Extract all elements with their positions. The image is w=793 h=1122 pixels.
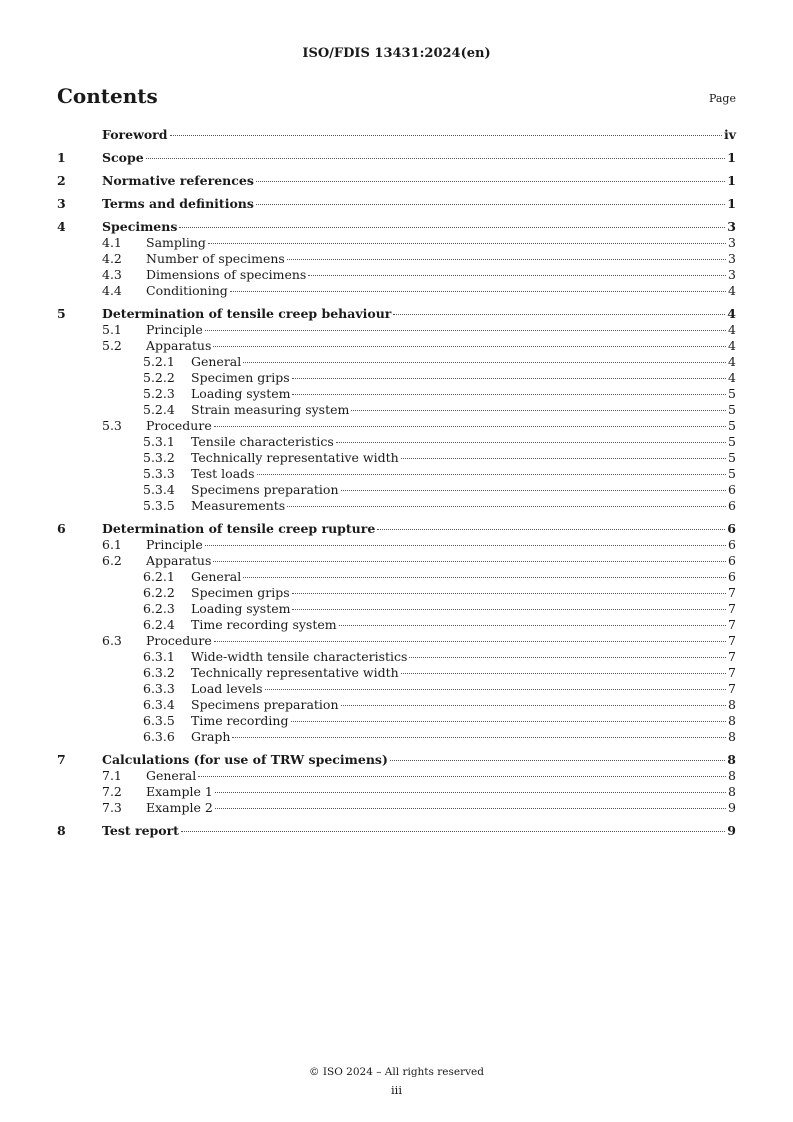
toc-entry-number: 6.3.5 <box>143 713 175 728</box>
toc-entry-page: 6 <box>728 553 736 568</box>
copyright-footer: © ISO 2024 – All rights reserved <box>309 1066 484 1078</box>
toc-entry[interactable] <box>57 219 736 235</box>
contents-heading: Contents <box>57 84 158 108</box>
toc-entry[interactable] <box>57 418 736 434</box>
toc-entry[interactable] <box>57 553 736 569</box>
toc-entry-page: 1 <box>727 173 736 188</box>
toc-entry-title: Measurements <box>191 498 286 513</box>
toc-entry-number: 6.3.6 <box>143 729 175 744</box>
toc-entry-page: 6 <box>728 537 736 552</box>
toc-entry-page: 7 <box>728 649 736 664</box>
toc-dot-leader <box>377 529 725 530</box>
toc-entry-number: 4.2 <box>102 251 122 266</box>
toc-entry-number: 4.4 <box>102 283 122 298</box>
toc-entry-title: General <box>191 354 242 369</box>
toc-entry-title: Loading system <box>191 601 291 616</box>
toc-entry[interactable] <box>57 322 736 338</box>
toc-dot-leader <box>208 243 726 244</box>
toc-dot-leader <box>205 330 726 331</box>
toc-entry-page: 5 <box>728 418 736 433</box>
toc-entry[interactable] <box>57 633 736 649</box>
toc-entry[interactable] <box>57 482 736 498</box>
toc-entry-title: Example 2 <box>146 800 213 815</box>
toc-entry-number: 5.3 <box>102 418 122 433</box>
toc-entry-title: Time recording <box>191 713 289 728</box>
toc-dot-leader <box>393 314 725 315</box>
toc-entry[interactable] <box>57 498 736 514</box>
toc-entry-page: 4 <box>728 370 736 385</box>
toc-entry-page: 9 <box>727 823 736 838</box>
toc-entry[interactable] <box>57 434 736 450</box>
toc-entry-title: Scope <box>102 150 144 165</box>
toc-entry-title: Test report <box>102 823 179 838</box>
toc-dot-leader <box>409 657 726 658</box>
toc-entry-number: 7 <box>57 752 66 767</box>
toc-dot-leader <box>213 561 726 562</box>
toc-entry-number: 5.3.1 <box>143 434 175 449</box>
toc-entry-number: 6.2.3 <box>143 601 175 616</box>
toc-dot-leader <box>215 792 726 793</box>
toc-dot-leader <box>336 442 726 443</box>
toc-entry[interactable] <box>57 306 736 322</box>
toc-entry-title: Time recording system <box>191 617 337 632</box>
toc-entry-number: 7.1 <box>102 768 122 783</box>
toc-entry-number: 5.3.4 <box>143 482 175 497</box>
toc-entry-page: 7 <box>728 601 736 616</box>
toc-dot-leader <box>390 760 725 761</box>
toc-entry-title: Conditioning <box>146 283 228 298</box>
toc-dot-leader <box>230 291 726 292</box>
toc-entry[interactable] <box>57 713 736 729</box>
toc-entry[interactable] <box>57 150 736 166</box>
page-number: iii <box>390 1083 403 1097</box>
toc-entry[interactable] <box>57 649 736 665</box>
toc-entry-number: 6.2 <box>102 553 122 568</box>
toc-dot-leader <box>243 577 726 578</box>
toc-entry[interactable] <box>57 585 736 601</box>
toc-entry-title: Tensile characteristics <box>191 434 334 449</box>
toc-entry-title: Technically representative width <box>191 450 399 465</box>
toc-entry[interactable] <box>57 601 736 617</box>
toc-entry-page: 3 <box>728 267 736 282</box>
toc-dot-leader <box>292 378 726 379</box>
toc-entry[interactable] <box>57 681 736 697</box>
toc-entry-number: 6.1 <box>102 537 122 552</box>
document-id-header: ISO/FDIS 13431:2024(en) <box>302 46 491 61</box>
toc-entry-number: 4.1 <box>102 235 122 250</box>
toc-dot-leader <box>179 227 725 228</box>
toc-entry-page: 4 <box>728 283 736 298</box>
toc-dot-leader <box>243 362 726 363</box>
toc-entry-title: Specimens preparation <box>191 482 339 497</box>
toc-entry-page: 4 <box>728 354 736 369</box>
toc-entry-number: 6.3 <box>102 633 122 648</box>
toc-entry-page: 5 <box>728 466 736 481</box>
toc-dot-leader <box>181 831 725 832</box>
toc-entry-number: 7.3 <box>102 800 122 815</box>
toc-dot-leader <box>341 705 727 706</box>
toc-entry[interactable] <box>57 251 736 267</box>
toc-entry-title: Test loads <box>191 466 255 481</box>
toc-dot-leader <box>205 545 726 546</box>
toc-dot-leader <box>198 776 726 777</box>
toc-entry-title: Determination of tensile creep behaviour <box>102 306 392 321</box>
toc-entry-title: Principle <box>146 322 203 337</box>
toc-entry-page: 3 <box>728 251 736 266</box>
toc-entry-title: Principle <box>146 537 203 552</box>
toc-entry-number: 8 <box>57 823 66 838</box>
toc-dot-leader <box>265 689 727 690</box>
toc-dot-leader <box>214 641 726 642</box>
toc-entry-page: 7 <box>728 681 736 696</box>
toc-entry-page: 3 <box>727 219 736 234</box>
toc-entry-number: 6.3.2 <box>143 665 175 680</box>
toc-entry-page: 1 <box>727 150 736 165</box>
toc-entry-number: 6.3.4 <box>143 697 175 712</box>
toc-entry-page: 8 <box>727 752 736 767</box>
toc-entry-title: Specimens preparation <box>191 697 339 712</box>
toc-entry-page: 1 <box>727 196 736 211</box>
toc-entry[interactable] <box>57 800 736 816</box>
toc-entry-number: 5.2 <box>102 338 122 353</box>
toc-entry[interactable] <box>57 338 736 354</box>
toc-entry[interactable] <box>57 569 736 585</box>
toc-dot-leader <box>287 506 726 507</box>
toc-entry[interactable] <box>57 127 736 143</box>
toc-entry-page: 8 <box>728 729 736 744</box>
toc-entry[interactable] <box>57 402 736 418</box>
toc-entry-page: 9 <box>728 800 736 815</box>
toc-entry[interactable] <box>57 617 736 633</box>
toc-entry[interactable] <box>57 729 736 745</box>
toc-dot-leader <box>401 673 726 674</box>
toc-entry-title: Technically representative width <box>191 665 399 680</box>
toc-entry-page: 6 <box>728 482 736 497</box>
toc-entry[interactable] <box>57 283 736 299</box>
toc-entry-title: Procedure <box>146 633 212 648</box>
toc-dot-leader <box>287 259 726 260</box>
toc-dot-leader <box>292 593 726 594</box>
toc-entry-page: 8 <box>728 713 736 728</box>
toc-entry-number: 5.1 <box>102 322 122 337</box>
toc-entry-title: Procedure <box>146 418 212 433</box>
toc-entry-title: Foreword <box>102 127 168 142</box>
toc-entry-title: Example 1 <box>146 784 213 799</box>
toc-entry-number: 6.2.2 <box>143 585 175 600</box>
toc-entry[interactable] <box>57 521 736 537</box>
toc-entry-title: Number of specimens <box>146 251 285 266</box>
toc-entry-page: 5 <box>728 402 736 417</box>
toc-dot-leader <box>170 135 722 136</box>
toc-entry-page: 8 <box>728 697 736 712</box>
toc-entry-number: 4 <box>57 219 66 234</box>
toc-entry-page: 4 <box>728 338 736 353</box>
toc-entry-number: 5.3.5 <box>143 498 175 513</box>
toc-entry-page: 5 <box>728 434 736 449</box>
toc-entry-title: Specimens <box>102 219 178 234</box>
toc-entry-page: 8 <box>728 768 736 783</box>
toc-entry-number: 2 <box>57 173 66 188</box>
toc-dot-leader <box>308 275 726 276</box>
toc-entry-number: 6.2.1 <box>143 569 175 584</box>
toc-entry-title: General <box>191 569 242 584</box>
toc-entry-number: 5.2.4 <box>143 402 175 417</box>
toc-entry[interactable] <box>57 697 736 713</box>
page-column-label: Page <box>708 92 736 105</box>
toc-dot-leader <box>213 346 726 347</box>
toc-entry[interactable] <box>57 784 736 800</box>
toc-entry-page: 5 <box>728 450 736 465</box>
toc-entry[interactable] <box>57 196 736 212</box>
toc-entry-title: Graph <box>191 729 231 744</box>
toc-entry-number: 5.3.3 <box>143 466 175 481</box>
toc-dot-leader <box>292 394 726 395</box>
toc-entry-title: Sampling <box>146 235 206 250</box>
toc-entry-page: 7 <box>728 665 736 680</box>
toc-entry-title: Loading system <box>191 386 291 401</box>
toc-entry-title: Calculations (for use of TRW specimens) <box>102 752 388 767</box>
toc-entry-number: 6.2.4 <box>143 617 175 632</box>
toc-entry-title: Normative references <box>102 173 254 188</box>
toc-entry-page: 5 <box>728 386 736 401</box>
toc-entry-page: 7 <box>728 585 736 600</box>
toc-entry-number: 4.3 <box>102 267 122 282</box>
toc-entry-number: 1 <box>57 150 66 165</box>
toc-entry[interactable] <box>57 768 736 784</box>
toc-entry[interactable] <box>57 386 736 402</box>
toc-dot-leader <box>401 458 726 459</box>
toc-entry-title: General <box>146 768 197 783</box>
toc-entry[interactable] <box>57 354 736 370</box>
toc-entry-number: 5.2.2 <box>143 370 175 385</box>
toc-entry-number: 5.3.2 <box>143 450 175 465</box>
toc-entry-number: 6 <box>57 521 66 536</box>
toc-dot-leader <box>351 410 726 411</box>
toc-entry-page: 4 <box>727 306 736 321</box>
toc-entry-page: 7 <box>728 633 736 648</box>
toc-entry-number: 7.2 <box>102 784 122 799</box>
toc-dot-leader <box>232 737 726 738</box>
toc-dot-leader <box>291 721 727 722</box>
toc-entry-title: Specimen grips <box>191 585 290 600</box>
toc-entry[interactable] <box>57 665 736 681</box>
toc-entry[interactable] <box>57 537 736 553</box>
toc-entry[interactable] <box>57 752 736 768</box>
toc-entry-number: 5 <box>57 306 66 321</box>
toc-entry-page: 6 <box>727 521 736 536</box>
toc-entry[interactable] <box>57 173 736 189</box>
table-of-contents <box>57 127 736 839</box>
toc-dot-leader <box>256 181 725 182</box>
toc-entry-page: 7 <box>728 617 736 632</box>
toc-entry-number: 6.3.1 <box>143 649 175 664</box>
toc-entry-title: Determination of tensile creep rupture <box>102 521 376 536</box>
toc-dot-leader <box>215 808 726 809</box>
toc-entry-title: Terms and definitions <box>102 196 254 211</box>
toc-entry-number: 5.2.3 <box>143 386 175 401</box>
toc-dot-leader <box>292 609 726 610</box>
toc-entry[interactable] <box>57 235 736 251</box>
toc-entry-title: Specimen grips <box>191 370 290 385</box>
toc-entry-title: Apparatus <box>146 338 212 353</box>
toc-entry-page: 4 <box>728 322 736 337</box>
toc-entry[interactable] <box>57 823 736 839</box>
toc-entry-number: 3 <box>57 196 66 211</box>
toc-dot-leader <box>256 204 725 205</box>
toc-entry-page: 8 <box>728 784 736 799</box>
toc-entry-title: Load levels <box>191 681 263 696</box>
toc-entry-title: Strain measuring system <box>191 402 350 417</box>
toc-dot-leader <box>339 625 726 626</box>
toc-entry-page: 6 <box>728 569 736 584</box>
toc-entry-title: Wide-width tensile characteristics <box>191 649 408 664</box>
toc-entry[interactable] <box>57 370 736 386</box>
toc-entry[interactable] <box>57 267 736 283</box>
toc-entry[interactable] <box>57 466 736 482</box>
toc-entry-title: Apparatus <box>146 553 212 568</box>
toc-entry-page: 3 <box>728 235 736 250</box>
toc-entry-number: 5.2.1 <box>143 354 175 369</box>
toc-dot-leader <box>257 474 726 475</box>
toc-entry-page: iv <box>723 127 736 142</box>
toc-dot-leader <box>146 158 726 159</box>
toc-dot-leader <box>341 490 727 491</box>
toc-entry-number: 6.3.3 <box>143 681 175 696</box>
toc-entry-page: 6 <box>728 498 736 513</box>
toc-dot-leader <box>214 426 726 427</box>
toc-entry-title: Dimensions of specimens <box>146 267 307 282</box>
toc-entry[interactable] <box>57 450 736 466</box>
